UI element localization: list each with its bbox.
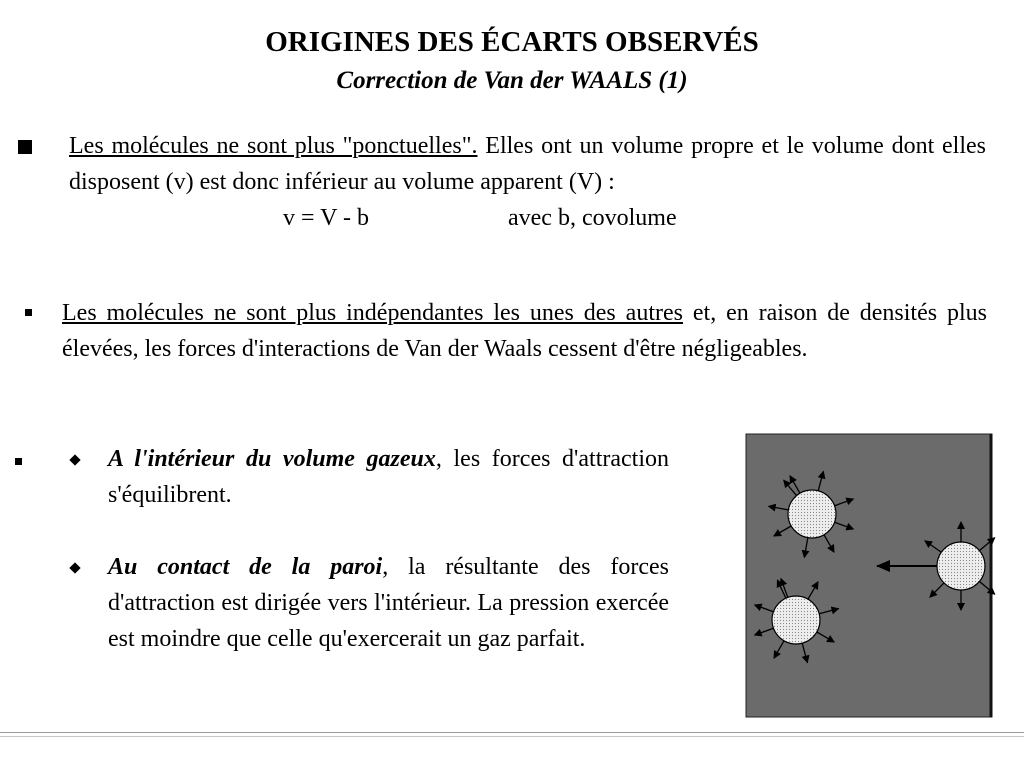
interior-bold: A l'intérieur du volume gazeux: [108, 446, 436, 472]
bullet-diamond-icon: [69, 454, 80, 465]
formula: v = V - b: [283, 205, 369, 231]
page-subtitle: Correction de Van der WAALS (1): [336, 67, 688, 94]
paragraph-point-2: [62, 295, 987, 367]
molecule-interior: [788, 490, 836, 538]
point-1-underlined: Les molécules ne sont plus "ponctuelles".: [69, 133, 478, 159]
point-2-underlined: Les molécules ne sont plus indépendantes les unes des autres: [62, 300, 683, 326]
paragraph-point-1: [69, 128, 986, 200]
bullet-square-icon: [15, 458, 22, 465]
van-der-waals-diagram: [740, 430, 996, 722]
bullet-square-icon: [18, 140, 32, 154]
point-1-text: Elles ont un volume propre et le volume dont elles disposent (v) est donc inférieur au volume apparent (V) :: [69, 133, 987, 195]
footer-rule-secondary: [0, 736, 1024, 737]
interior-text: , les forces d'attraction s'équilibrent.: [108, 446, 669, 508]
paragraph-interior: [108, 441, 669, 513]
bullet-diamond-icon: [69, 562, 80, 573]
bullet-square-icon: [25, 309, 32, 316]
molecule-wall-contact: [937, 542, 985, 590]
paragraph-wall-contact: [108, 549, 669, 657]
wall-contact-bold: Au contact de la paroi: [108, 554, 383, 580]
page-title: ORIGINES DES ÉCARTS OBSERVÉS: [265, 26, 759, 58]
formula-note: avec b, covolume: [508, 205, 677, 231]
footer-rule: [0, 732, 1024, 733]
wall-contact-text: , la résultante des forces d'attraction est dirigée vers l'intérieur. La pression exercée est moindre que celle qu'exercerait un gaz parfait.: [108, 554, 669, 652]
molecule-interior: [772, 596, 820, 644]
point-2-text: et, en raison de densités plus élevées, les forces d'interactions de Van der Waals cessent d'être négligeables.: [62, 300, 988, 362]
